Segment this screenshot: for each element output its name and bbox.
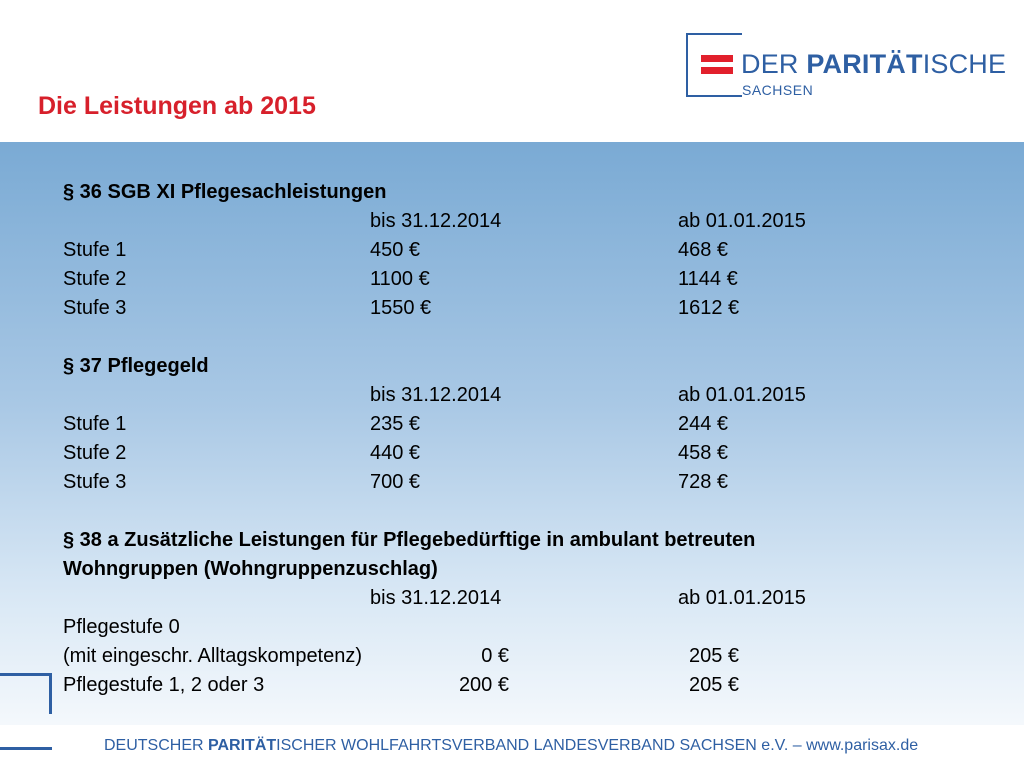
row-label: Stufe 1 — [63, 239, 127, 261]
footer-bold: PARITÄT — [208, 737, 277, 754]
spacer — [63, 323, 963, 352]
logo-region: SACHSEN — [742, 82, 814, 98]
footer-part1: DEUTSCHER — [104, 737, 209, 754]
logo-name-part1: DER — [741, 49, 807, 79]
section-36-title: § 36 SGB XI Pflegesachleistungen — [63, 181, 387, 203]
section-37-heading — [63, 352, 963, 381]
section-36-column-headers — [63, 207, 963, 236]
row-label: Stufe 3 — [63, 471, 127, 493]
section-37-title: § 37 Pflegegeld — [63, 355, 209, 377]
table-row-label-line — [63, 613, 963, 642]
col-header-old: bis 31.12.2014 — [370, 210, 502, 232]
row-label: Pflegestufe 0 — [63, 616, 180, 638]
value-new: 468 € — [678, 239, 729, 261]
footer-part2: ISCHER WOHLFAHRTSVERBAND LANDESVERBAND SACHSEN e.V. – www.parisax.de — [276, 737, 919, 754]
benefits-content — [63, 178, 963, 700]
value-old: 0 € — [481, 645, 509, 667]
value-old: 200 € — [458, 674, 509, 696]
row-label: Stufe 1 — [63, 413, 127, 435]
value-new: 458 € — [678, 442, 729, 464]
section-36-heading — [63, 178, 963, 207]
table-row — [63, 265, 963, 294]
col-header-old: bis 31.12.2014 — [370, 587, 502, 609]
section-37-column-headers — [63, 381, 963, 410]
corner-line-bottom — [0, 747, 52, 750]
row-label: Stufe 2 — [63, 268, 127, 290]
value-new: 728 € — [678, 471, 729, 493]
spacer — [63, 497, 963, 526]
section-38a-column-headers — [63, 584, 963, 613]
value-new: 244 € — [678, 413, 729, 435]
table-row — [63, 236, 963, 265]
col-header-new: ab 01.01.2015 — [678, 210, 806, 232]
logo-frame-left — [686, 33, 688, 97]
section-38a-title-line2: Wohngruppen (Wohngruppenzuschlag) — [63, 558, 438, 580]
row-label: Stufe 2 — [63, 442, 127, 464]
table-row — [63, 439, 963, 468]
row-label-continued: (mit eingeschr. Alltagskompetenz) — [63, 645, 363, 667]
logo-frame-bottom — [686, 95, 742, 97]
table-row — [63, 468, 963, 497]
table-row — [63, 642, 963, 671]
logo-wordmark — [741, 49, 1006, 80]
value-old: 1550 € — [370, 297, 432, 319]
corner-line-top — [0, 673, 52, 676]
footer — [104, 737, 918, 755]
row-label: Stufe 3 — [63, 297, 127, 319]
logo-frame-top — [686, 33, 742, 35]
logo-equals-bar-top — [701, 55, 733, 62]
col-header-old: bis 31.12.2014 — [370, 384, 502, 406]
value-old: 235 € — [370, 413, 421, 435]
table-row — [63, 671, 963, 700]
value-old: 450 € — [370, 239, 421, 261]
section-38a-title-line1: § 38 a Zusätzliche Leistungen für Pflegebedürftige in ambulant betreuten — [63, 529, 756, 551]
logo-name-part2: ISCHE — [922, 49, 1007, 79]
row-label: Pflegestufe 1, 2 oder 3 — [63, 674, 265, 696]
col-header-new: ab 01.01.2015 — [678, 587, 806, 609]
value-old: 1100 € — [370, 268, 430, 290]
corner-line-vertical — [49, 676, 52, 714]
value-new: 1144 € — [678, 268, 738, 290]
value-new: 1612 € — [678, 297, 740, 319]
col-header-new: ab 01.01.2015 — [678, 384, 806, 406]
logo-equals-bar-bottom — [701, 67, 733, 74]
table-row — [63, 410, 963, 439]
value-new: 205 € — [689, 645, 740, 667]
section-38a-heading-line2 — [63, 555, 963, 584]
slide-title: Die Leistungen ab 2015 — [38, 92, 316, 120]
table-row — [63, 294, 963, 323]
paritaetische-logo — [686, 33, 1016, 99]
value-old: 440 € — [370, 442, 421, 464]
logo-name-bold: PARITÄT — [806, 49, 923, 79]
section-38a-heading-line1 — [63, 526, 963, 555]
value-old: 700 € — [370, 471, 421, 493]
value-new: 205 € — [689, 674, 740, 696]
